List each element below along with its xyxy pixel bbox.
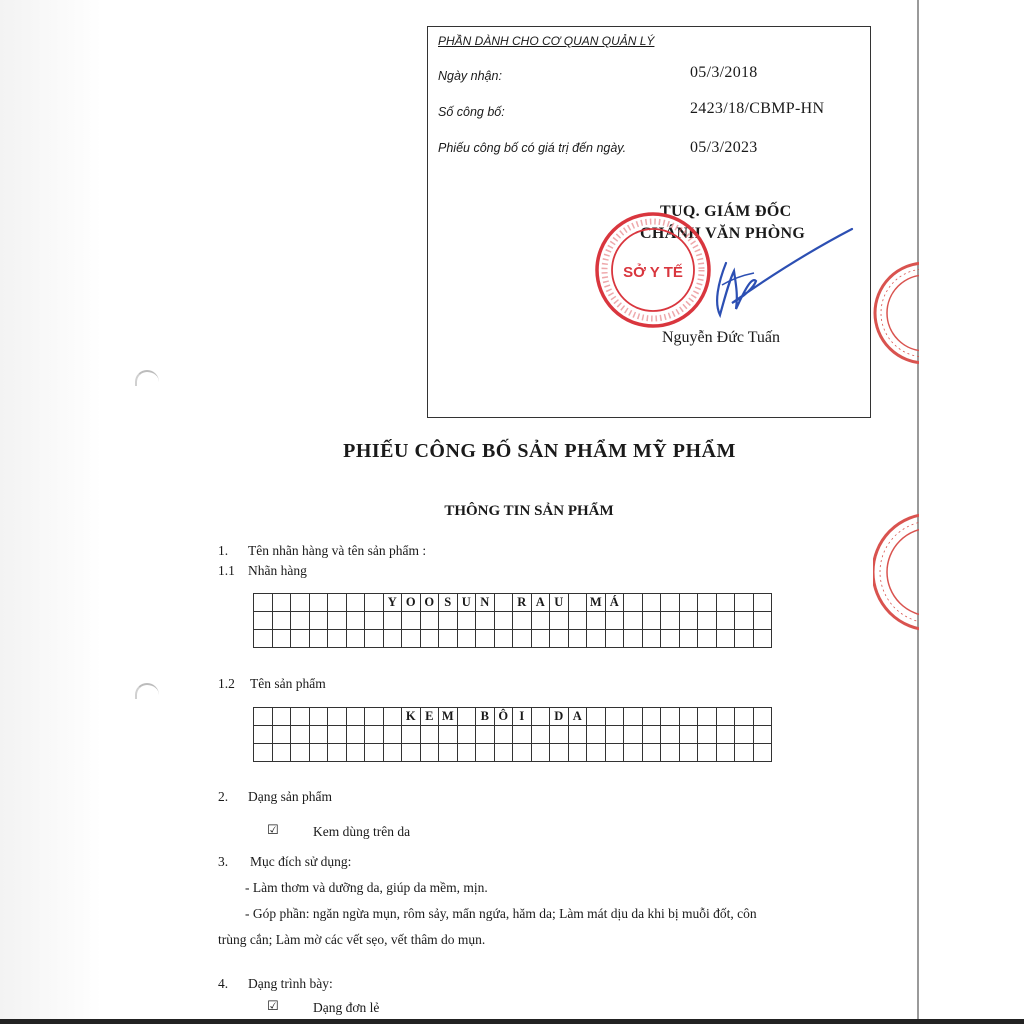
grid-cell bbox=[383, 612, 402, 630]
grid-cell bbox=[346, 630, 365, 648]
grid-cell bbox=[457, 708, 476, 726]
grid-cell bbox=[420, 744, 439, 762]
grid-cell bbox=[679, 594, 698, 612]
grid-cell: O bbox=[402, 594, 421, 612]
grid-cell bbox=[642, 708, 661, 726]
grid-cell bbox=[735, 594, 754, 612]
grid-cell bbox=[309, 612, 328, 630]
grid-cell bbox=[439, 612, 458, 630]
option-label: Dạng đơn lẻ bbox=[313, 1000, 380, 1015]
punch-hole-mark bbox=[135, 370, 159, 386]
item-number: 2. bbox=[218, 789, 229, 804]
grid-cell bbox=[346, 708, 365, 726]
grid-cell bbox=[420, 726, 439, 744]
official-seal bbox=[594, 211, 712, 329]
grid-cell bbox=[272, 744, 291, 762]
item-label: Dạng trình bày: bbox=[248, 976, 333, 991]
grid-cell bbox=[457, 726, 476, 744]
grid-cell: M bbox=[439, 708, 458, 726]
grid-cell bbox=[254, 744, 273, 762]
grid-cell bbox=[624, 630, 643, 648]
grid-cell bbox=[254, 612, 273, 630]
grid-cell: Á bbox=[605, 594, 624, 612]
grid-cell bbox=[494, 594, 513, 612]
grid-cell: B bbox=[476, 708, 495, 726]
grid-cell bbox=[402, 612, 421, 630]
grid-cell bbox=[346, 744, 365, 762]
grid-cell bbox=[476, 630, 495, 648]
grid-cell bbox=[328, 594, 347, 612]
grid-cell bbox=[661, 726, 680, 744]
grid-row bbox=[254, 612, 772, 630]
product-name-grid bbox=[253, 707, 772, 762]
grid-cell bbox=[735, 744, 754, 762]
grid-cell bbox=[365, 594, 384, 612]
grid-cell bbox=[254, 594, 273, 612]
grid-cell bbox=[365, 726, 384, 744]
grid-cell bbox=[642, 726, 661, 744]
grid-cell bbox=[365, 744, 384, 762]
partial-stamp bbox=[873, 257, 919, 369]
grid-cell bbox=[365, 612, 384, 630]
grid-cell bbox=[642, 594, 661, 612]
grid-cell bbox=[328, 612, 347, 630]
grid-cell bbox=[587, 612, 606, 630]
grid-cell bbox=[661, 744, 680, 762]
grid-cell bbox=[291, 612, 310, 630]
grid-cell bbox=[587, 726, 606, 744]
grid-cell bbox=[624, 726, 643, 744]
partial-stamp bbox=[873, 507, 919, 637]
grid-cell bbox=[513, 726, 532, 744]
grid-cell bbox=[698, 594, 717, 612]
grid-cell bbox=[753, 708, 772, 726]
grid-cell bbox=[642, 612, 661, 630]
item-label: Tên sản phẩm bbox=[250, 676, 326, 691]
grid-cell: U bbox=[550, 594, 569, 612]
grid-row bbox=[254, 594, 772, 612]
grid-cell bbox=[531, 744, 550, 762]
grid-cell bbox=[383, 744, 402, 762]
grid-cell bbox=[346, 612, 365, 630]
grid-cell bbox=[272, 726, 291, 744]
valid-until-value: 05/3/2023 bbox=[690, 139, 758, 156]
grid-cell bbox=[642, 630, 661, 648]
grid-cell bbox=[254, 726, 273, 744]
grid-cell bbox=[698, 726, 717, 744]
seal-text: SỞ Y TẾ bbox=[623, 264, 683, 281]
item-number: 1. bbox=[218, 543, 229, 558]
grid-cell bbox=[328, 630, 347, 648]
grid-cell bbox=[568, 612, 587, 630]
purpose-line: trùng cắn; Làm mờ các vết sẹo, vết thâm do mụn. bbox=[218, 932, 486, 947]
grid-cell bbox=[291, 594, 310, 612]
item-number: 4. bbox=[218, 976, 229, 991]
grid-cell bbox=[494, 744, 513, 762]
grid-cell: O bbox=[420, 594, 439, 612]
grid-cell bbox=[550, 630, 569, 648]
checked-checkbox-icon: ☑ bbox=[267, 999, 279, 1014]
brand-name-grid bbox=[253, 593, 772, 648]
grid-cell bbox=[476, 744, 495, 762]
grid-cell bbox=[605, 726, 624, 744]
grid-cell bbox=[457, 612, 476, 630]
grid-cell bbox=[550, 612, 569, 630]
grid-cell bbox=[457, 744, 476, 762]
grid-cell bbox=[698, 630, 717, 648]
grid-cell bbox=[661, 612, 680, 630]
grid-row bbox=[254, 744, 772, 762]
grid-cell bbox=[716, 726, 735, 744]
grid-cell: I bbox=[513, 708, 532, 726]
grid-cell bbox=[309, 708, 328, 726]
item-number: 1.2 bbox=[218, 676, 235, 691]
grid-cell: R bbox=[513, 594, 532, 612]
signer-office: CHÁNH VĂN PHÒNG bbox=[640, 225, 806, 242]
grid-cell: D bbox=[550, 708, 569, 726]
grid-cell bbox=[587, 708, 606, 726]
grid-cell bbox=[365, 630, 384, 648]
grid-cell bbox=[309, 726, 328, 744]
grid-cell bbox=[346, 594, 365, 612]
grid-cell bbox=[679, 708, 698, 726]
declaration-number-value: 2423/18/CBMP-HN bbox=[690, 100, 825, 117]
grid-cell bbox=[531, 612, 550, 630]
grid-cell bbox=[272, 630, 291, 648]
grid-cell: K bbox=[402, 708, 421, 726]
grid-cell bbox=[291, 708, 310, 726]
grid-cell bbox=[457, 630, 476, 648]
grid-cell bbox=[605, 744, 624, 762]
grid-cell bbox=[531, 726, 550, 744]
grid-cell bbox=[735, 612, 754, 630]
grid-row bbox=[254, 708, 772, 726]
grid-cell bbox=[309, 630, 328, 648]
grid-cell bbox=[254, 630, 273, 648]
grid-cell bbox=[439, 744, 458, 762]
grid-cell bbox=[698, 744, 717, 762]
grid-cell bbox=[661, 708, 680, 726]
signature bbox=[696, 223, 856, 333]
grid-cell bbox=[402, 744, 421, 762]
grid-cell bbox=[716, 744, 735, 762]
grid-cell bbox=[402, 630, 421, 648]
grid-row bbox=[254, 630, 772, 648]
grid-cell bbox=[272, 708, 291, 726]
grid-cell bbox=[568, 630, 587, 648]
grid-row bbox=[254, 726, 772, 744]
grid-cell bbox=[383, 708, 402, 726]
grid-cell bbox=[513, 630, 532, 648]
page-bottom-edge bbox=[0, 1019, 1024, 1024]
grid-cell bbox=[716, 594, 735, 612]
item-label: Mục đích sử dụng: bbox=[250, 854, 352, 869]
grid-cell bbox=[679, 744, 698, 762]
grid-cell bbox=[383, 726, 402, 744]
grid-cell bbox=[513, 744, 532, 762]
grid-cell: Y bbox=[383, 594, 402, 612]
received-date-label: Ngày nhận: bbox=[438, 69, 502, 83]
grid-cell bbox=[753, 612, 772, 630]
grid-cell: A bbox=[531, 594, 550, 612]
grid-cell bbox=[309, 594, 328, 612]
grid-cell bbox=[698, 612, 717, 630]
grid-cell bbox=[346, 726, 365, 744]
option-label: Kem dùng trên da bbox=[313, 824, 411, 839]
grid-cell bbox=[735, 708, 754, 726]
grid-cell bbox=[642, 744, 661, 762]
grid-cell bbox=[309, 744, 328, 762]
grid-cell bbox=[624, 708, 643, 726]
grid-cell bbox=[568, 744, 587, 762]
purpose-line: - Làm thơm và dưỡng da, giúp da mềm, mịn. bbox=[245, 880, 488, 895]
grid-cell bbox=[494, 726, 513, 744]
document-title: PHIẾU CÔNG BỐ SẢN PHẨM MỸ PHẨM bbox=[343, 440, 736, 462]
grid-cell: M bbox=[587, 594, 606, 612]
signer-title: TUQ. GIÁM ĐỐC bbox=[660, 203, 792, 220]
grid-cell bbox=[328, 708, 347, 726]
grid-cell bbox=[402, 726, 421, 744]
item-label: Tên nhãn hàng và tên sản phẩm : bbox=[248, 543, 427, 558]
received-date-value: 05/3/2018 bbox=[690, 64, 758, 81]
grid-cell bbox=[605, 630, 624, 648]
grid-cell bbox=[716, 612, 735, 630]
grid-cell bbox=[383, 630, 402, 648]
punch-hole-mark bbox=[135, 683, 159, 699]
grid-cell bbox=[568, 594, 587, 612]
grid-cell bbox=[735, 726, 754, 744]
grid-cell bbox=[328, 726, 347, 744]
grid-cell bbox=[753, 726, 772, 744]
section-title: THÔNG TIN SẢN PHẨM bbox=[444, 503, 614, 519]
grid-cell bbox=[587, 744, 606, 762]
grid-cell bbox=[753, 594, 772, 612]
item-number: 3. bbox=[218, 854, 229, 869]
grid-cell bbox=[272, 612, 291, 630]
purpose-line: - Góp phần: ngăn ngừa mụn, rôm sảy, mẩn ngứa, hăm da; Làm mát dịu da khi bị muỗi đốt, côn bbox=[245, 906, 757, 921]
grid-cell bbox=[698, 708, 717, 726]
item-label: Dạng sản phẩm bbox=[248, 789, 332, 804]
grid-cell: E bbox=[420, 708, 439, 726]
grid-cell bbox=[420, 612, 439, 630]
grid-cell bbox=[531, 708, 550, 726]
grid-cell bbox=[661, 630, 680, 648]
grid-cell bbox=[753, 744, 772, 762]
grid-cell bbox=[605, 708, 624, 726]
grid-cell bbox=[439, 726, 458, 744]
signer-name: Nguyễn Đức Tuấn bbox=[662, 329, 781, 346]
grid-cell bbox=[550, 726, 569, 744]
admin-section-box bbox=[427, 26, 871, 418]
grid-cell bbox=[291, 744, 310, 762]
checked-checkbox-icon: ☑ bbox=[267, 823, 279, 838]
grid-cell bbox=[679, 630, 698, 648]
grid-cell bbox=[494, 630, 513, 648]
grid-cell bbox=[624, 594, 643, 612]
grid-cell bbox=[624, 612, 643, 630]
grid-cell bbox=[605, 612, 624, 630]
grid-cell: S bbox=[439, 594, 458, 612]
grid-cell bbox=[550, 744, 569, 762]
grid-cell bbox=[624, 744, 643, 762]
grid-cell bbox=[494, 612, 513, 630]
grid-cell bbox=[661, 594, 680, 612]
grid-cell bbox=[476, 612, 495, 630]
admin-heading: PHẦN DÀNH CHO CƠ QUAN QUẢN LÝ bbox=[438, 34, 655, 48]
grid-cell bbox=[679, 612, 698, 630]
grid-cell bbox=[291, 630, 310, 648]
grid-cell bbox=[439, 630, 458, 648]
item-label: Nhãn hàng bbox=[248, 563, 307, 578]
grid-cell bbox=[513, 612, 532, 630]
grid-cell: U bbox=[457, 594, 476, 612]
grid-cell bbox=[291, 726, 310, 744]
grid-cell bbox=[328, 744, 347, 762]
grid-cell bbox=[716, 630, 735, 648]
item-number: 1.1 bbox=[218, 563, 235, 578]
grid-cell bbox=[753, 630, 772, 648]
grid-cell bbox=[568, 726, 587, 744]
grid-cell bbox=[476, 726, 495, 744]
grid-cell bbox=[735, 630, 754, 648]
valid-until-label: Phiếu công bố có giá trị đến ngày. bbox=[438, 141, 627, 155]
grid-cell bbox=[679, 726, 698, 744]
grid-cell bbox=[587, 630, 606, 648]
grid-cell bbox=[272, 594, 291, 612]
grid-cell bbox=[531, 630, 550, 648]
grid-cell: Ô bbox=[494, 708, 513, 726]
grid-cell bbox=[254, 708, 273, 726]
grid-cell bbox=[365, 708, 384, 726]
grid-cell: A bbox=[568, 708, 587, 726]
grid-cell bbox=[716, 708, 735, 726]
grid-cell: N bbox=[476, 594, 495, 612]
declaration-number-label: Số công bố: bbox=[438, 105, 505, 119]
grid-cell bbox=[420, 630, 439, 648]
